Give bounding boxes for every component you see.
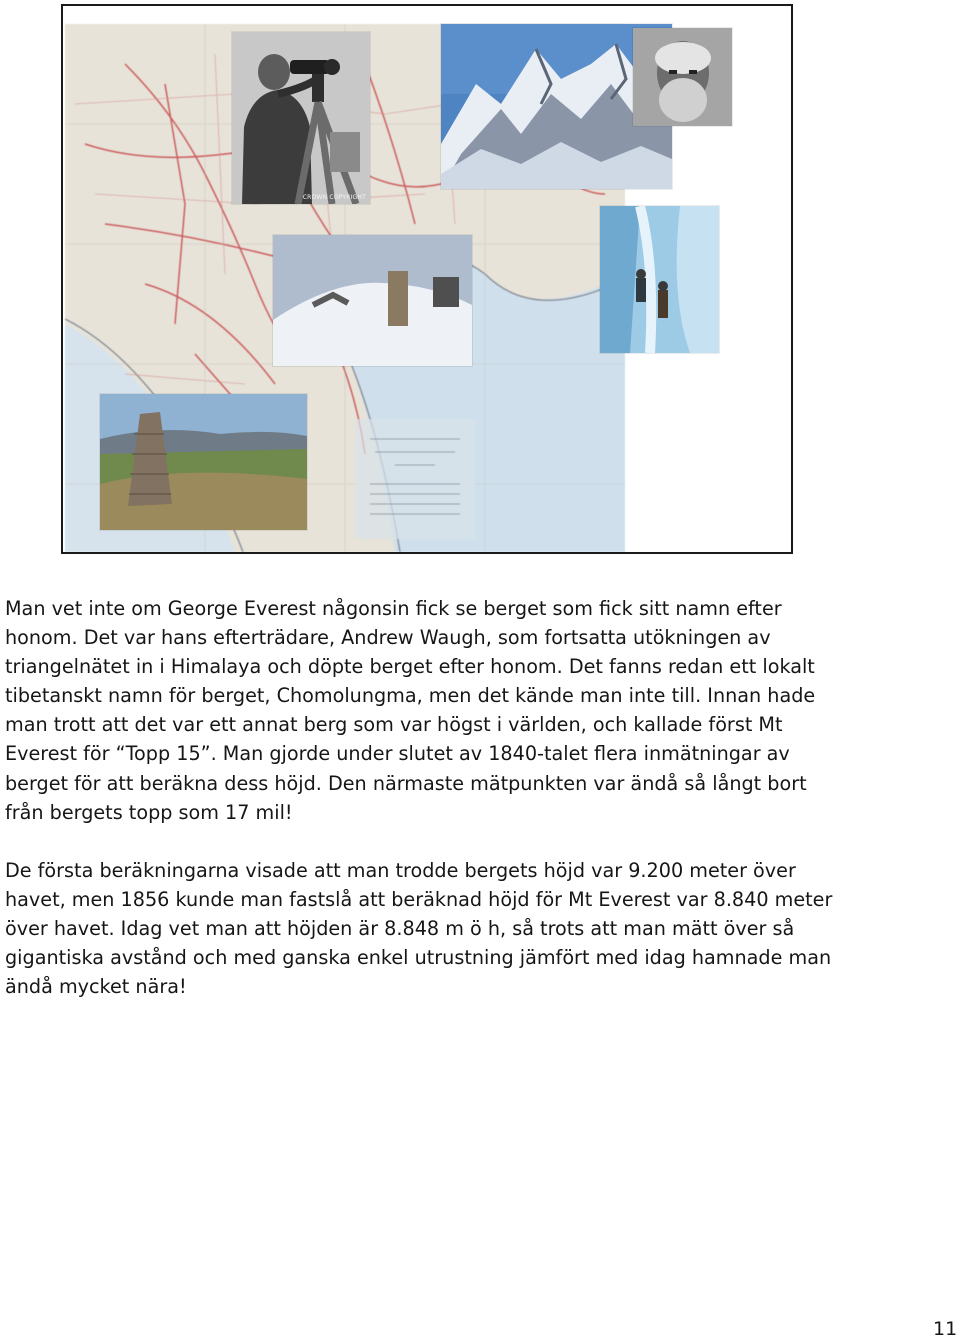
portrait-photo: [633, 28, 732, 126]
text-line: gigantiska avstånd och med ganska enkel utrustning jämfört med idag hamnade man: [5, 946, 832, 970]
text-line: Everest för “Topp 15”. Man gjorde under slutet av 1840-talet flera inmätningar av: [5, 742, 790, 766]
text-line: från bergets topp som 17 mil!: [5, 800, 293, 824]
photo-caption: CROWN COPYRIGHT: [302, 194, 366, 201]
text-line: berget för att beräkna dess höjd. Den närmaste mätpunkten var ändå så långt bort: [5, 771, 807, 795]
text-line: tibetanskt namn för berget, Chomolungma, men det kände man inte till. Innan hade: [5, 684, 816, 708]
trig-pillar-snow-photo: [273, 235, 472, 366]
paragraph-gap: [5, 827, 955, 856]
text-line: triangelnätet in i Himalaya och döpte berget efter honom. Det fanns redan ett lokalt: [5, 655, 815, 679]
text-line: över havet. Idag vet man att höjden är 8.848 m ö h, så trots att man mätt över så: [5, 917, 795, 941]
text-line: ändå mycket nära!: [5, 975, 187, 999]
surveyor-photo: [232, 32, 370, 204]
text-line: De första beräkningarna visade att man trodde bergets höjd var 9.200 meter över: [5, 858, 796, 882]
text-line: honom. Det var hans efterträdare, Andrew Waugh, som fortsatta utökningen av: [5, 626, 771, 650]
text-line: man trott att det var ett annat berg som var högst i världen, och kallade först Mt: [5, 713, 783, 737]
slide-figure: [61, 4, 793, 554]
text-line: havet, men 1856 kunde man fastslå att beräknad höjd för Mt Everest var 8.840 meter: [5, 887, 833, 911]
cairn-photo: [100, 394, 307, 530]
body-text: [5, 594, 955, 1001]
page-number: 11: [933, 1318, 958, 1340]
text-line: Man vet inte om George Everest någonsin fick se berget som fick sitt namn efter: [5, 597, 782, 620]
ice-climbers-photo: [600, 206, 719, 353]
